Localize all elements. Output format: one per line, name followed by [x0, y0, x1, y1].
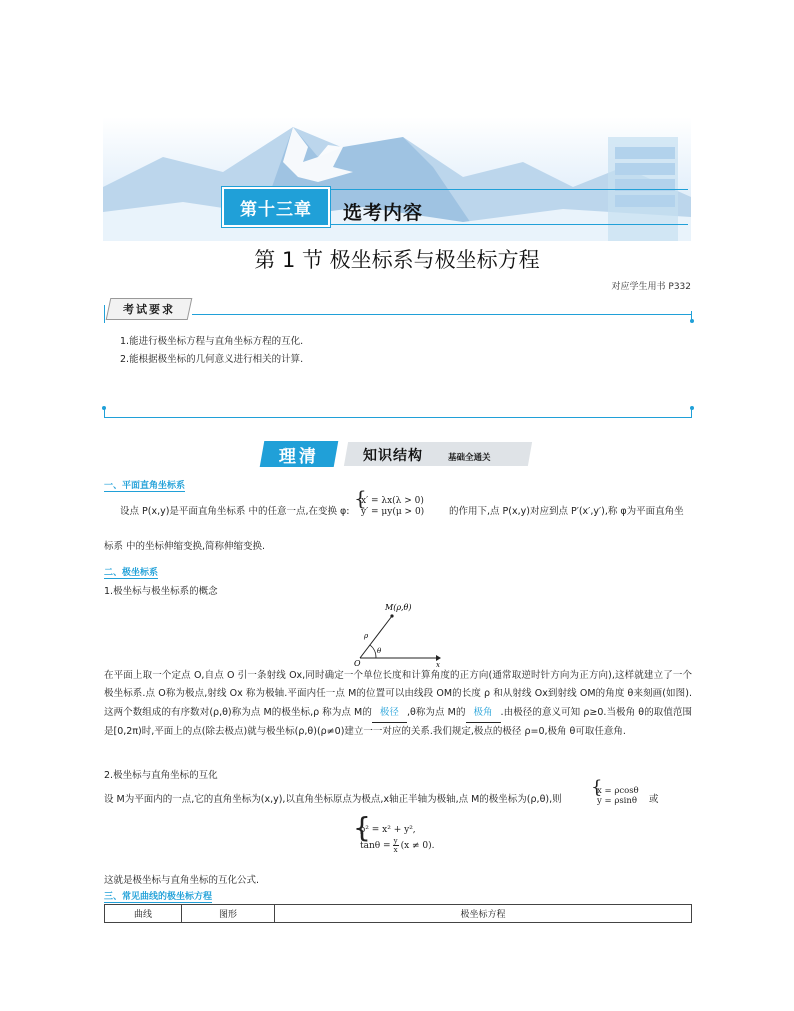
- table-header-curve: 曲线: [105, 905, 182, 923]
- conversion-or: 或: [649, 794, 659, 805]
- figure-point-label: M(ρ,θ): [385, 603, 412, 612]
- table-header-equation: 极坐标方程: [275, 905, 692, 923]
- curves-table: [104, 904, 692, 923]
- chapter-title: 选考内容: [343, 202, 424, 224]
- polar-concept-paragraph: 在平面上取一个定点 O,自点 O 引一条射线 Ox,同时确定一个单位长度和计算角度的正方向(通常取逆时针方向为正方向),这样就建立了一个极坐标系.点 O称为极点,射线 Ox 称为极轴.平面内任一点 M的位置可以由线段 OM的长度 ρ 和从射线 Ox到射线 OM的角度 θ来刻画(如图).这两个数组成的有序数对(ρ,θ)称为点 M的极坐标,ρ 称为点 M的 极径 ,θ称为点 M的 极角 .由极径的意义可知 ρ≥0.当极角 θ的取值范围是[0,2π)时,平面上的点(除去极点)就与极坐标(ρ,θ)(ρ≠0)建立一一对应的关系.我们规定,极点的极径 ρ=0,极角 θ可取任意角.: [104, 670, 692, 738]
- figure-origin-label: O: [354, 659, 361, 668]
- conversion-system-1: { x = ρcosθ y = ρsinθ: [591, 777, 639, 806]
- requirement-item-2: 2.能根据极坐标的几何意义进行相关的计算.: [120, 354, 304, 365]
- s1-line2: 标系 中的坐标伸缩变换,简称伸缩变换.: [104, 541, 266, 552]
- lq-subtitle: 基础全通关: [448, 453, 491, 463]
- s1-line1-end: 的作用下,点 P(x,y)对应到点 P′(x′,y′),称 φ为平面直角坐: [449, 506, 684, 517]
- figure-rho-label: ρ: [364, 632, 369, 640]
- chapter-badge: 第十三章: [222, 187, 330, 227]
- section-title: 第 1 节 极坐标系与极坐标方程: [254, 248, 540, 272]
- figure-theta-label: θ: [377, 647, 382, 655]
- table-header-figure: 图形: [182, 905, 275, 923]
- subheading-polar-concept: 1.极坐标与极坐标系的概念: [104, 586, 218, 597]
- requirement-item-1: 1.能进行极坐标方程与直角坐标方程的互化.: [120, 336, 304, 347]
- blank-polar-radius: 极径: [372, 704, 407, 723]
- lq-title: 知识结构: [363, 448, 423, 464]
- s1-line1-start: 设点 P(x,y)是平面直角坐标系 中的任意一点,在变换 φ:: [120, 506, 350, 517]
- conversion-conclusion: 这就是极坐标与直角坐标的互化公式.: [104, 875, 260, 886]
- chapter-rule-top: [328, 189, 688, 190]
- blank-polar-angle: 极角: [466, 704, 501, 723]
- polar-coordinate-figure: [340, 600, 450, 668]
- heading-section-1: 一、平面直角坐标系: [104, 481, 186, 491]
- requirements-tab: 考试要求: [106, 298, 193, 320]
- heading-section-2: 二、极坐标系: [104, 568, 159, 578]
- figure-x-label: x: [436, 661, 440, 668]
- conversion-system-2: { ρ² = x² + y², tanθ = $\frac{y}{x}$ (x ≠ 0).: [353, 811, 435, 854]
- conversion-intro: 设 M为平面内的一点,它的直角坐标为(x,y),以直角坐标原点为极点,x轴正半轴为极轴,点 M的极坐标为(ρ,θ),则: [104, 794, 562, 805]
- reference-note: 对应学生用书 P332: [611, 282, 691, 292]
- subheading-conversion: 2.极坐标与直角坐标的互化: [104, 770, 218, 781]
- lq-tag: 理清: [279, 446, 319, 467]
- heading-section-3: 三、常见曲线的极坐标方程: [104, 892, 213, 902]
- transform-system: { x′ = λx(λ > 0) y′ = μy(μ > 0): [354, 486, 425, 517]
